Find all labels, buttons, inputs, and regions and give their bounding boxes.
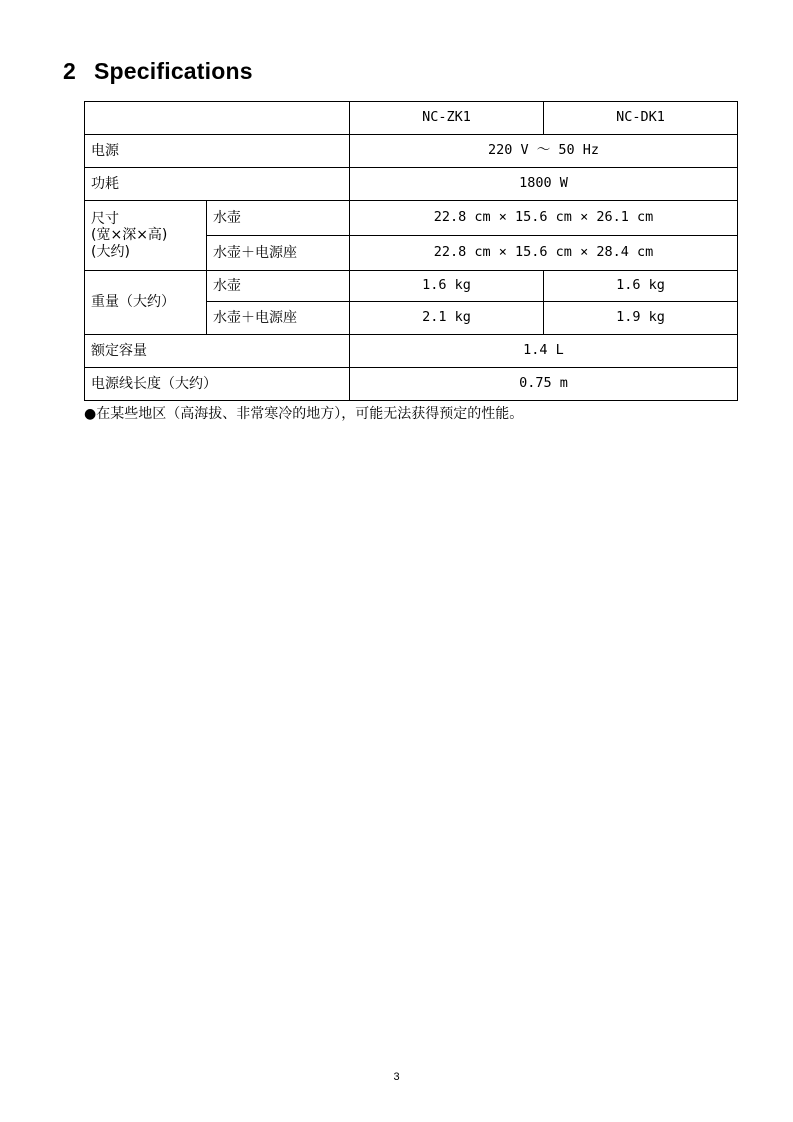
row-capacity: [85, 335, 738, 368]
dimensions-kettle-value: 22.8 cm × 15.6 cm × 26.1 cm: [350, 201, 738, 236]
page-number: 3: [393, 1071, 400, 1083]
dimensions-label: [85, 201, 207, 271]
power-supply-label: 电源: [85, 135, 350, 168]
capacity-label: 额定容量: [85, 335, 350, 368]
capacity-value: 1.4 L: [350, 335, 738, 368]
power-consumption-label: 功耗: [85, 168, 350, 201]
row-cord-length: [85, 368, 738, 401]
dimensions-label-line1: 尺寸: [91, 211, 119, 228]
dimensions-label-line3: (大约): [91, 243, 130, 260]
weight-kettle-model-a: 1.6 kg: [350, 271, 544, 302]
weight-kettle-base-model-a: 2.1 kg: [350, 302, 544, 335]
power-supply-value: 220 V ～ 50 Hz: [350, 135, 738, 168]
dimensions-kettle-base-value: 22.8 cm × 15.6 cm × 28.4 cm: [350, 236, 738, 271]
row-weight-kettle: [85, 271, 738, 302]
weight-kettle-label: 水壶: [207, 271, 350, 302]
weight-kettle-base-label: 水壶＋电源座: [207, 302, 350, 335]
dimensions-kettle-base-label: 水壶＋电源座: [207, 236, 350, 271]
row-dimensions-kettle: [85, 201, 738, 236]
header-empty-cell: [85, 102, 350, 135]
weight-kettle-base-model-b: 1.9 kg: [544, 302, 738, 335]
spec-table: [84, 101, 738, 401]
weight-kettle-model-b: 1.6 kg: [544, 271, 738, 302]
section-title: Specifications: [94, 58, 253, 84]
cord-length-label: 电源线长度（大约）: [85, 368, 350, 401]
power-consumption-value: 1800 W: [350, 168, 738, 201]
row-power-consumption: [85, 168, 738, 201]
dimensions-kettle-label: 水壶: [207, 201, 350, 236]
header-model-a: NC-ZK1: [350, 102, 544, 135]
dimensions-label-line2: (宽×深×高): [91, 227, 168, 244]
footnote: ●在某些地区（高海拔、非常寒冷的地方），可能无法获得预定的性能。: [84, 406, 524, 422]
section-number: 2: [63, 58, 76, 84]
section-heading: [63, 58, 253, 85]
cord-length-value: 0.75 m: [350, 368, 738, 401]
weight-label: 重量（大约）: [85, 271, 207, 335]
row-power-supply: [85, 135, 738, 168]
header-model-b: NC-DK1: [544, 102, 738, 135]
table-header-row: [85, 102, 738, 135]
